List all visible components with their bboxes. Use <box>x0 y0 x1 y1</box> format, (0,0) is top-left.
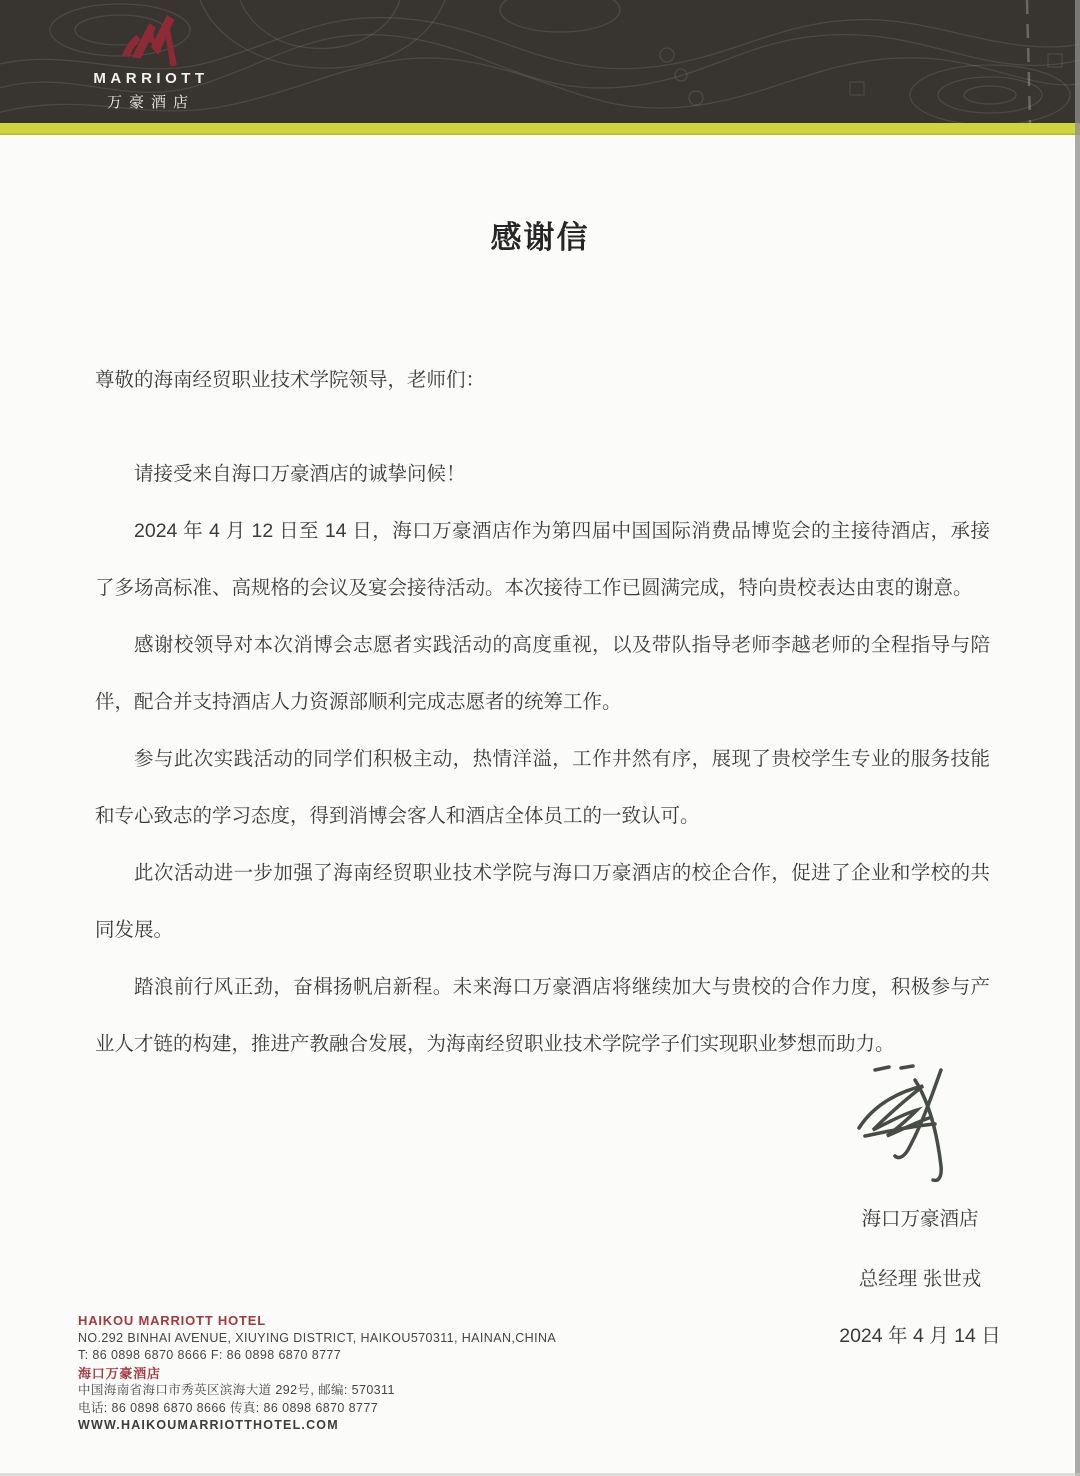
paragraph: 请接受来自海口万豪酒店的诚挚问候！ <box>134 463 466 485</box>
letterhead-banner <box>0 0 1080 123</box>
marriott-m-icon <box>111 10 191 68</box>
footer-address-en: NO.292 BINHAI AVENUE, XIUYING DISTRICT, HAIKOU570311, HAINAN,CHINA <box>78 1330 557 1345</box>
paragraph: 此次活动进一步加强了海南经贸职业技术学院与海口万豪酒店的校企合作，促进了企业和学校的共同发展。 <box>95 862 990 941</box>
footer-website: WWW.HAIKOUMARRIOTTHOTEL.COM <box>78 1418 339 1432</box>
paragraph: 踏浪前行风正劲，奋楫扬帆启新程。未来海口万豪酒店将继续加大与贵校的合作力度，积极参与产业人才链的构建，推进产教融合发展，为海南经贸职业技术学院学子们实现职业梦想而助力。 <box>95 976 990 1055</box>
accent-band <box>0 123 1080 135</box>
footer-address-cn: 中国海南省海口市秀英区滨海大道 292号, 邮编: 570311 <box>78 1383 395 1397</box>
handwritten-signature <box>845 1062 995 1192</box>
footer-hotel-name-cn: 海口万豪酒店 <box>78 1365 161 1381</box>
salutation: 尊敬的海南经贸职业技术学院领导，老师们： <box>95 369 486 391</box>
footer-phone-cn: 电话: 86 0898 6870 8666 传真: 86 0898 6870 8777 <box>78 1400 379 1415</box>
paragraph: 2024 年 4 月 12 日至 14 日，海口万豪酒店作为第四届中国国际消费品博览会的主接待酒店，承接了多场高标准、高规格的会议及宴会接待活动。本次接待工作已圆满完成，特向贵校表达由衷的谢意。 <box>95 520 990 599</box>
footer-hotel-name-en: HAIKOU MARRIOTT HOTEL <box>78 1313 266 1328</box>
paragraph: 感谢校领导对本次消博会志愿者实践活动的高度重视，以及带队指导老师李越老师的全程指导与陪伴，配合并支持酒店人力资源部顺利完成志愿者的统筹工作。 <box>95 634 990 713</box>
brand-wordmark-en: MARRIOTT <box>93 70 209 87</box>
letter-body <box>95 446 990 1073</box>
signature-signer: 总经理 张世戎 <box>858 1268 982 1290</box>
footer-contact-block <box>78 1312 638 1435</box>
scan-edge-shadow <box>1075 0 1080 1476</box>
brand-wordmark-cn: 万豪酒店 <box>106 94 195 111</box>
letter-title: 感谢信 <box>490 220 590 255</box>
signature-date: 2024 年 4 月 14 日 <box>839 1325 1001 1347</box>
paragraph: 参与此次实践活动的同学们积极主动，热情洋溢，工作井然有序，展现了贵校学生专业的服务技能和专心致志的学习态度，得到消博会客人和酒店全体员工的一致认可。 <box>95 748 990 827</box>
footer-phone-en: T: 86 0898 6870 8666 F: 86 0898 6870 8777 <box>78 1348 342 1362</box>
marriott-logo <box>92 10 210 112</box>
signature-org: 海口万豪酒店 <box>861 1208 979 1230</box>
